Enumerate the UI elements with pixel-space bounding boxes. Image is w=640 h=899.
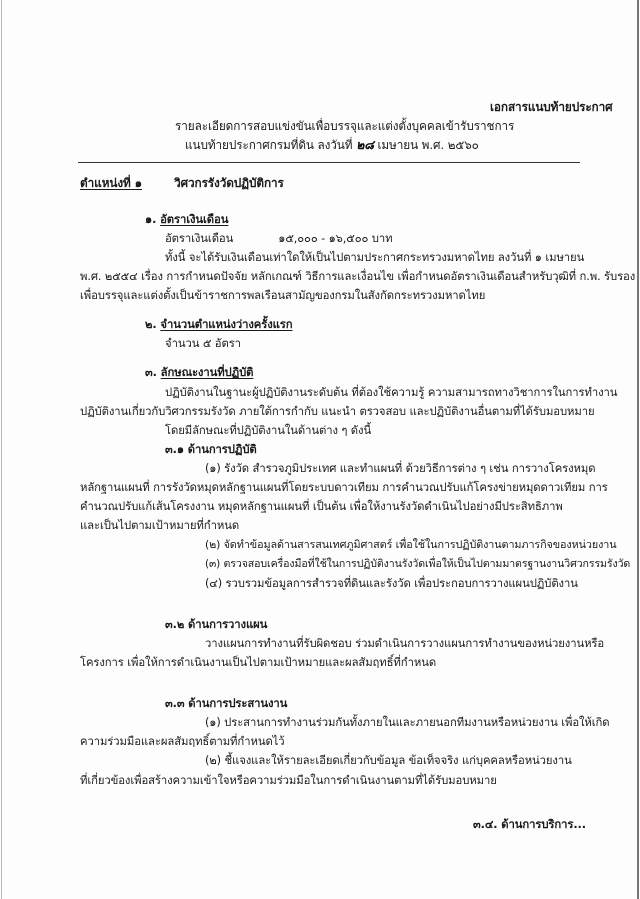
section3-intro-line: ปฏิบัติงานในฐานะผู้ปฏิบัติงานระดับต้น ที่ต้องใช้ความรู้ ความสามารถทางวิชาการในการทำงาน xyxy=(165,386,618,399)
section3-heading xyxy=(145,366,253,380)
subsection-3-1-item4: (๔) รวบรวมข้อมูลการสำรวจที่ดินและรังวัด เพื่อประกอบการวางแผนปฏิบัติงาน xyxy=(205,577,578,590)
section1-number: ๑. xyxy=(145,213,161,226)
position-title: วิศวกรรังวัดปฏิบัติการ xyxy=(174,176,284,190)
subsection-3-1-heading: ๓.๑ ด้านการปฏิบัติ xyxy=(165,443,257,456)
section1-para-line: พ.ศ. ๒๕๕๔ เรื่อง การกำหนดปัจจัย หลักเกณฑ์ วิธีการและเงื่อนไข เพื่อกำหนดอัตราเงินเดือนสำหรับวุฒิที่ ก.พ. รับรอง xyxy=(80,270,636,283)
subsection-3-2-para-line: โครงการ เพื่อให้การดำเนินงานเป็นไปตามเป้าหมายและผลสัมฤทธิ์ที่กำหนด xyxy=(80,656,437,669)
position-label: ตำแหน่งที่ ๑ xyxy=(80,176,143,190)
position-heading xyxy=(80,176,284,190)
subsection-3-1-item1-line: คำนวณปรับแก้เส้นโครงงาน หมุดหลักฐานแผนที่ เป็นต้น เพื่อให้งานรังวัดดำเนินไปอย่างมีประสิทธิภาพ xyxy=(80,500,563,513)
section2-title: จำนวนตำแหน่งว่างครั้งแรก xyxy=(160,318,293,331)
salary-value: ๑๕,๐๐๐ - ๑๖,๕๐๐ บาท xyxy=(278,232,393,245)
document-subtitle-line2 xyxy=(185,138,479,152)
salary-label: อัตราเงินเดือน xyxy=(165,232,234,245)
annex-title: เอกสารแนบท้ายประกาศ xyxy=(490,100,613,114)
subtitle-prefix: แนบท้ายประกาศกรมที่ดิน ลงวันที่ xyxy=(185,138,357,152)
subsection-3-1-item1-line: หลักฐานแผนที่ การรังวัดหมุดหลักฐานแผนที่โดยระบบดาวเทียม การคำนวณปรับแก้โครงข่ายหมุดดาวเทียม การ xyxy=(80,481,608,494)
vacancy-count: จำนวน ๕ อัตรา xyxy=(165,337,241,350)
section2-number: ๒. xyxy=(145,318,161,331)
section3-intro-line: ปฏิบัติงานเกี่ยวกับวิศวกรรมรังวัด ภายใต้การกำกับ แนะนำ ตรวจสอบ และปฏิบัติงานอื่นตามที่ได้รับมอบหมาย xyxy=(80,405,595,418)
subsection-3-1-item1-line: (๑) รังวัด สำรวจภูมิประเทศ และทำแผนที่ ด้วยวิธีการต่าง ๆ เช่น การวางโครงหมุด xyxy=(205,462,596,475)
continuation-marker: ๓.๔. ด้านการบริการ... xyxy=(473,818,586,831)
subsection-3-3-item2-line: (๒) ชี้แจงและให้รายละเอียดเกี่ยวกับข้อมูล ข้อเท็จจริง แก่บุคคลหรือหน่วยงาน xyxy=(205,754,572,767)
subsection-3-3-heading: ๓.๓ ด้านการประสานงาน xyxy=(165,697,288,710)
header-divider xyxy=(78,162,580,163)
section3-number: ๓. xyxy=(145,366,161,379)
subsection-3-2-heading: ๓.๒ ด้านการวางแผน xyxy=(165,618,268,631)
subsection-3-3-item1-line: (๑) ประสานการทำงานร่วมกันทั้งภายในและภายนอกทีมงานหรือหน่วยงาน เพื่อให้เกิด xyxy=(205,716,610,729)
subtitle-suffix: เมษายน พ.ศ. ๒๕๖๐ xyxy=(373,138,479,152)
scan-edge-right xyxy=(637,0,639,899)
subsection-3-3-item2-line: ที่เกี่ยวข้องเพื่อสร้างความเข้าใจหรือความร่วมมือในการดำเนินงานตามที่ได้รับมอบหมาย xyxy=(80,774,497,787)
subsection-3-3-item1-line: ความร่วมมือและผลสัมฤทธิ์ตามที่กำหนดไว้ xyxy=(80,735,285,748)
section2-heading xyxy=(145,318,293,332)
salary-row xyxy=(165,232,392,246)
section1-para-line: ทั้งนี้ จะได้รับเงินเดือนเท่าใดให้เป็นไปตามประกาศกระทรวงมหาดไทย ลงวันที่ ๑ เมษายน xyxy=(165,251,585,264)
subsection-3-1-item1-line: และเป็นไปตามเป้าหมายที่กำหนด xyxy=(80,519,240,532)
subsection-3-1-item2: (๒) จัดทำข้อมูลด้านสารสนเทศภูมิศาสตร์ เพื่อใช้ในการปฏิบัติงานตามภารกิจของหน่วยงาน xyxy=(205,538,617,551)
scan-edge-left xyxy=(1,0,2,899)
subsection-3-1-item3: (๓) ตรวจสอบเครื่องมือที่ใช้ในการปฏิบัติงานรังวัดเพื่อให้เป็นไปตามมาตรฐานงานวิศวกรรมรังวัด xyxy=(205,558,631,570)
subsection-3-2-para-line: วางแผนการทำงานที่รับผิดชอบ ร่วมดำเนินการวางแผนการทำงานของหน่วยงานหรือ xyxy=(205,637,605,650)
section1-heading xyxy=(145,213,228,227)
section1-title: อัตราเงินเดือน xyxy=(160,213,229,226)
section3-title: ลักษณะงานที่ปฏิบัติ xyxy=(160,366,254,379)
section1-para-line: เพื่อบรรจุและแต่งตั้งเป็นข้าราชการพลเรือนสามัญของกรมในสังกัดกระทรวงมหาดไทย xyxy=(80,289,486,302)
document-subtitle-line1: รายละเอียดการสอบแข่งขันเพื่อบรรจุและแต่งตั้งบุคคลเข้ารับราชการ xyxy=(175,119,515,133)
section3-intro-line: โดยมีลักษณะที่ปฏิบัติงานในด้านต่าง ๆ ดังนี้ xyxy=(165,424,372,437)
handwritten-day: ๒๘ xyxy=(356,137,374,152)
